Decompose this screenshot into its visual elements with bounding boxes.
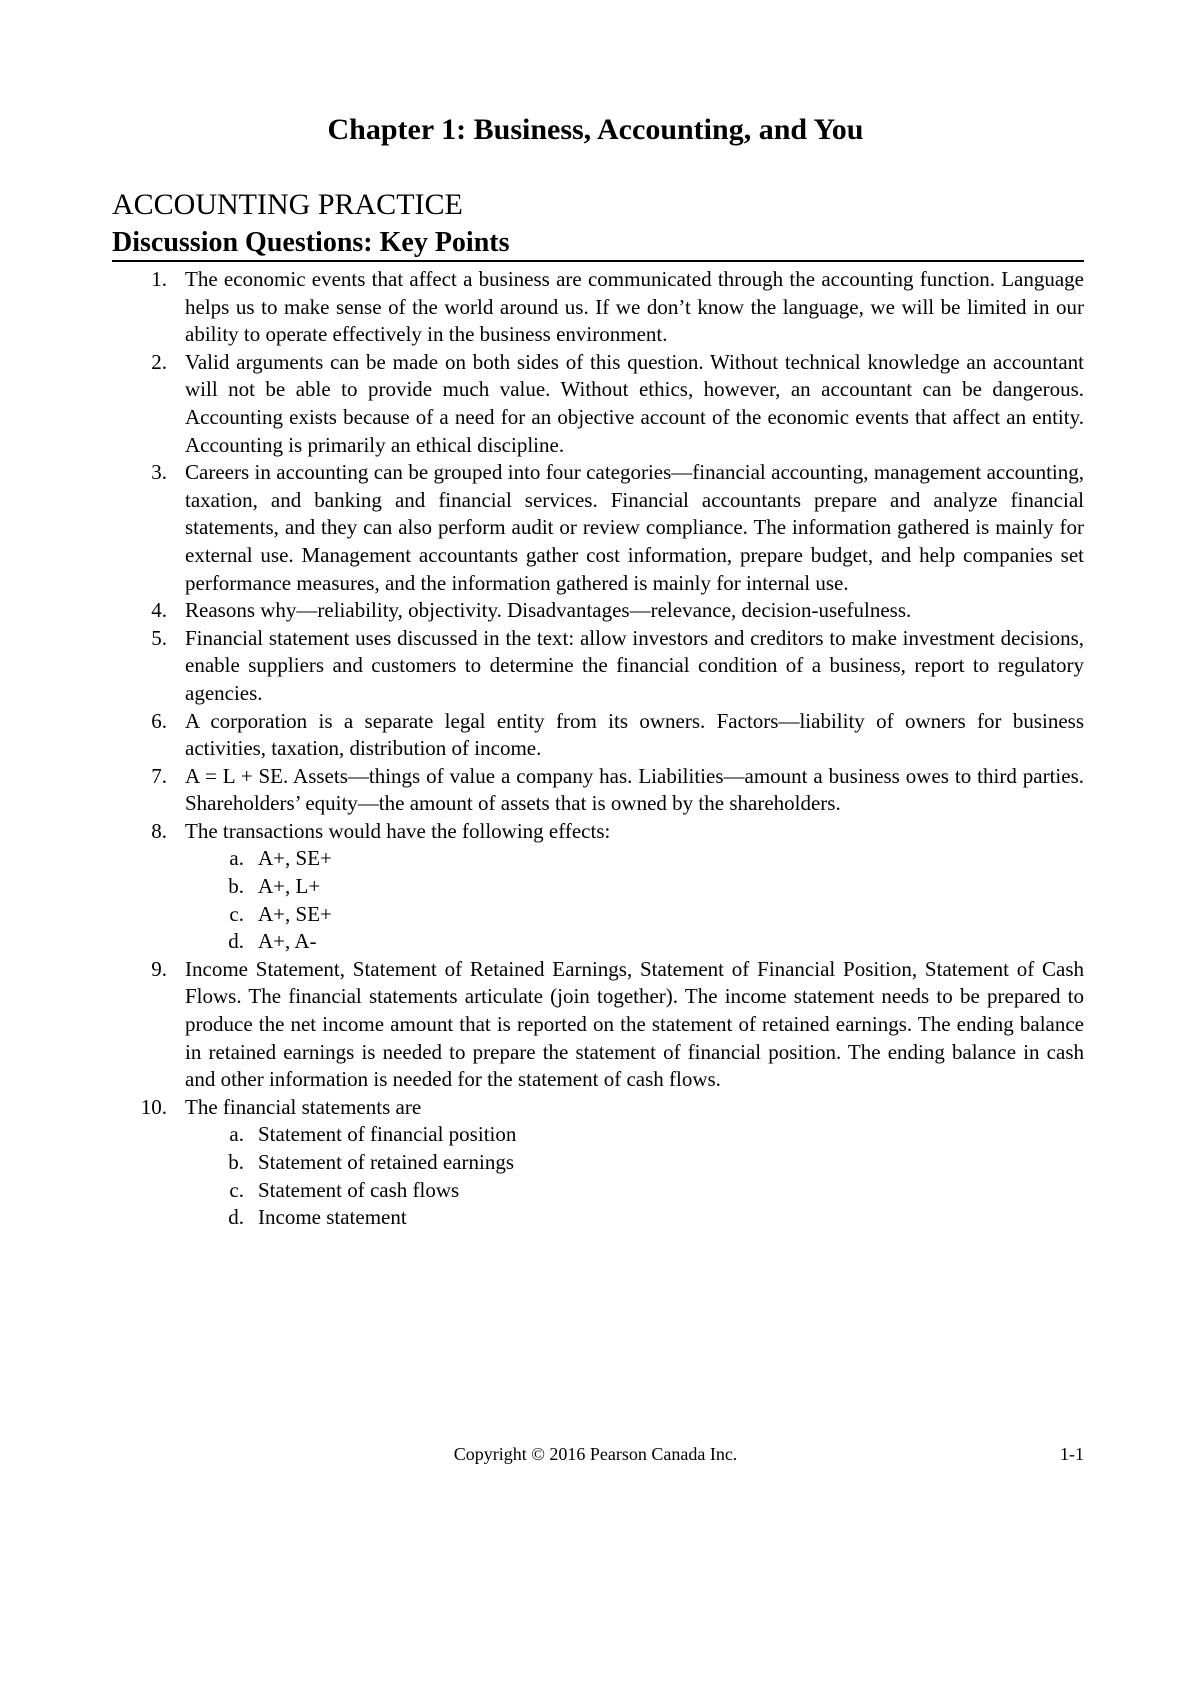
sub-item-text: Statement of retained earnings bbox=[258, 1150, 514, 1174]
sub-item-letter: c. bbox=[229, 1177, 244, 1202]
section-title: ACCOUNTING PRACTICE bbox=[112, 188, 463, 221]
sub-item-text: Income statement bbox=[258, 1205, 407, 1230]
sub-item bbox=[185, 845, 1084, 873]
question-text: Financial statement uses discussed in the text: allow investors and creditors to make investment decisions, enable suppliers and customers to determine the financial condition of a business, report to regulatory agencies. bbox=[185, 625, 1084, 705]
question-text: The economic events that affect a business are communicated through the accounting function. Language helps us to make sense of the world around us. If we don’t know the language, we will be limited in our ability to operate effectively in the business environment. bbox=[185, 267, 1084, 347]
sub-item-letter: c. bbox=[229, 901, 244, 926]
sub-item-text: A+, SE+ bbox=[258, 846, 332, 871]
question-number: 4. bbox=[151, 598, 167, 623]
sub-item bbox=[185, 1149, 1084, 1177]
sub-item bbox=[185, 928, 1084, 956]
question-item bbox=[112, 1094, 1084, 1232]
question-item bbox=[112, 956, 1084, 1094]
question-item bbox=[112, 625, 1084, 708]
question-number: 8. bbox=[151, 818, 167, 843]
question-number: 9. bbox=[151, 956, 167, 981]
question-text: A corporation is a separate legal entity from its owners. Factors—liability of owners for business activities, taxation, distribution of income. bbox=[185, 708, 1084, 761]
sub-item-text: A+, SE+ bbox=[258, 901, 332, 926]
sub-item-letter: d. bbox=[228, 929, 244, 954]
question-number: 10. bbox=[140, 1094, 167, 1119]
question-text: A = L + SE. Assets—things of value a company has. Liabilities—amount a business owes to third parties. Shareholders’ equity—the amount of assets that is owned by the shareholders. bbox=[185, 763, 1084, 816]
sub-item-letter: b. bbox=[228, 1150, 244, 1174]
sub-item-text: Statement of cash flows bbox=[258, 1177, 460, 1202]
question-text: Income Statement, Statement of Retained Earnings, Statement of Financial Position, Statement of Cash Flows. The financial statements articulate (join together). The income statement needs to be prepared to produce the net income amount that is reported on the statement of retained earnings. The ending balance in retained earnings is needed to prepare the statement of financial position. The ending balance in cash and other information is needed for the statement of cash flows. bbox=[185, 956, 1084, 1092]
question-text: Reasons why—reliability, objectivity. Disadvantages—relevance, decision-usefulness. bbox=[185, 598, 912, 623]
sub-item-text: A+, L+ bbox=[258, 874, 321, 899]
sub-item bbox=[185, 1204, 1084, 1232]
question-item bbox=[112, 818, 1084, 956]
question-number: 3. bbox=[151, 460, 167, 485]
question-number: 5. bbox=[151, 625, 167, 650]
question-text: The transactions would have the following effects: bbox=[185, 818, 611, 843]
sub-item bbox=[185, 1121, 1084, 1149]
question-text: The financial statements are bbox=[185, 1094, 422, 1119]
question-number: 2. bbox=[151, 349, 167, 374]
question-text: Valid arguments can be made on both sides of this question. Without technical knowledge an accountant will not be able to provide much value. Without ethics, however, an accountant can be dangerous. Accounting exists because of a need for an objective account of the economic events that affect an entity. Accounting is primarily an ethical discipline. bbox=[185, 349, 1084, 457]
sub-item-letter: a. bbox=[229, 846, 244, 871]
question-sublist bbox=[185, 845, 1084, 955]
chapter-title: Chapter 1: Business, Accounting, and You bbox=[327, 113, 864, 146]
question-text: Careers in accounting can be grouped into four categories—financial accounting, management accounting, taxation, and banking and financial services. Financial accountants prepare and analyze financial statements, and they can also perform audit or review compliance. The information gathered is mainly for external use. Management accountants gather cost information, prepare budget, and help companies set performance measures, and the information gathered is mainly for internal use. bbox=[185, 460, 1084, 595]
discussion-questions-list bbox=[112, 266, 1084, 1232]
question-number: 1. bbox=[151, 267, 167, 291]
subsection-title: Discussion Questions: Key Points bbox=[112, 226, 1084, 262]
sub-item bbox=[185, 901, 1084, 929]
sub-item bbox=[185, 1177, 1084, 1205]
sub-item-letter: a. bbox=[229, 1122, 244, 1147]
question-number: 7. bbox=[151, 763, 167, 788]
question-sublist bbox=[185, 1121, 1084, 1231]
sub-item-text: Statement of financial position bbox=[258, 1122, 517, 1147]
sub-item bbox=[185, 873, 1084, 901]
question-item bbox=[112, 459, 1084, 597]
question-item bbox=[112, 349, 1084, 459]
question-number: 6. bbox=[151, 708, 167, 733]
question-item bbox=[112, 266, 1084, 349]
footer-copyright: Copyright © 2016 Pearson Canada Inc. bbox=[453, 1444, 738, 1464]
question-item bbox=[112, 763, 1084, 818]
question-item bbox=[112, 597, 1084, 625]
sub-item-letter: b. bbox=[228, 874, 244, 899]
sub-item-text: A+, A- bbox=[258, 929, 317, 954]
sub-item-letter: d. bbox=[228, 1205, 244, 1230]
page-number: 1-1 bbox=[1060, 1444, 1084, 1464]
question-item bbox=[112, 708, 1084, 763]
